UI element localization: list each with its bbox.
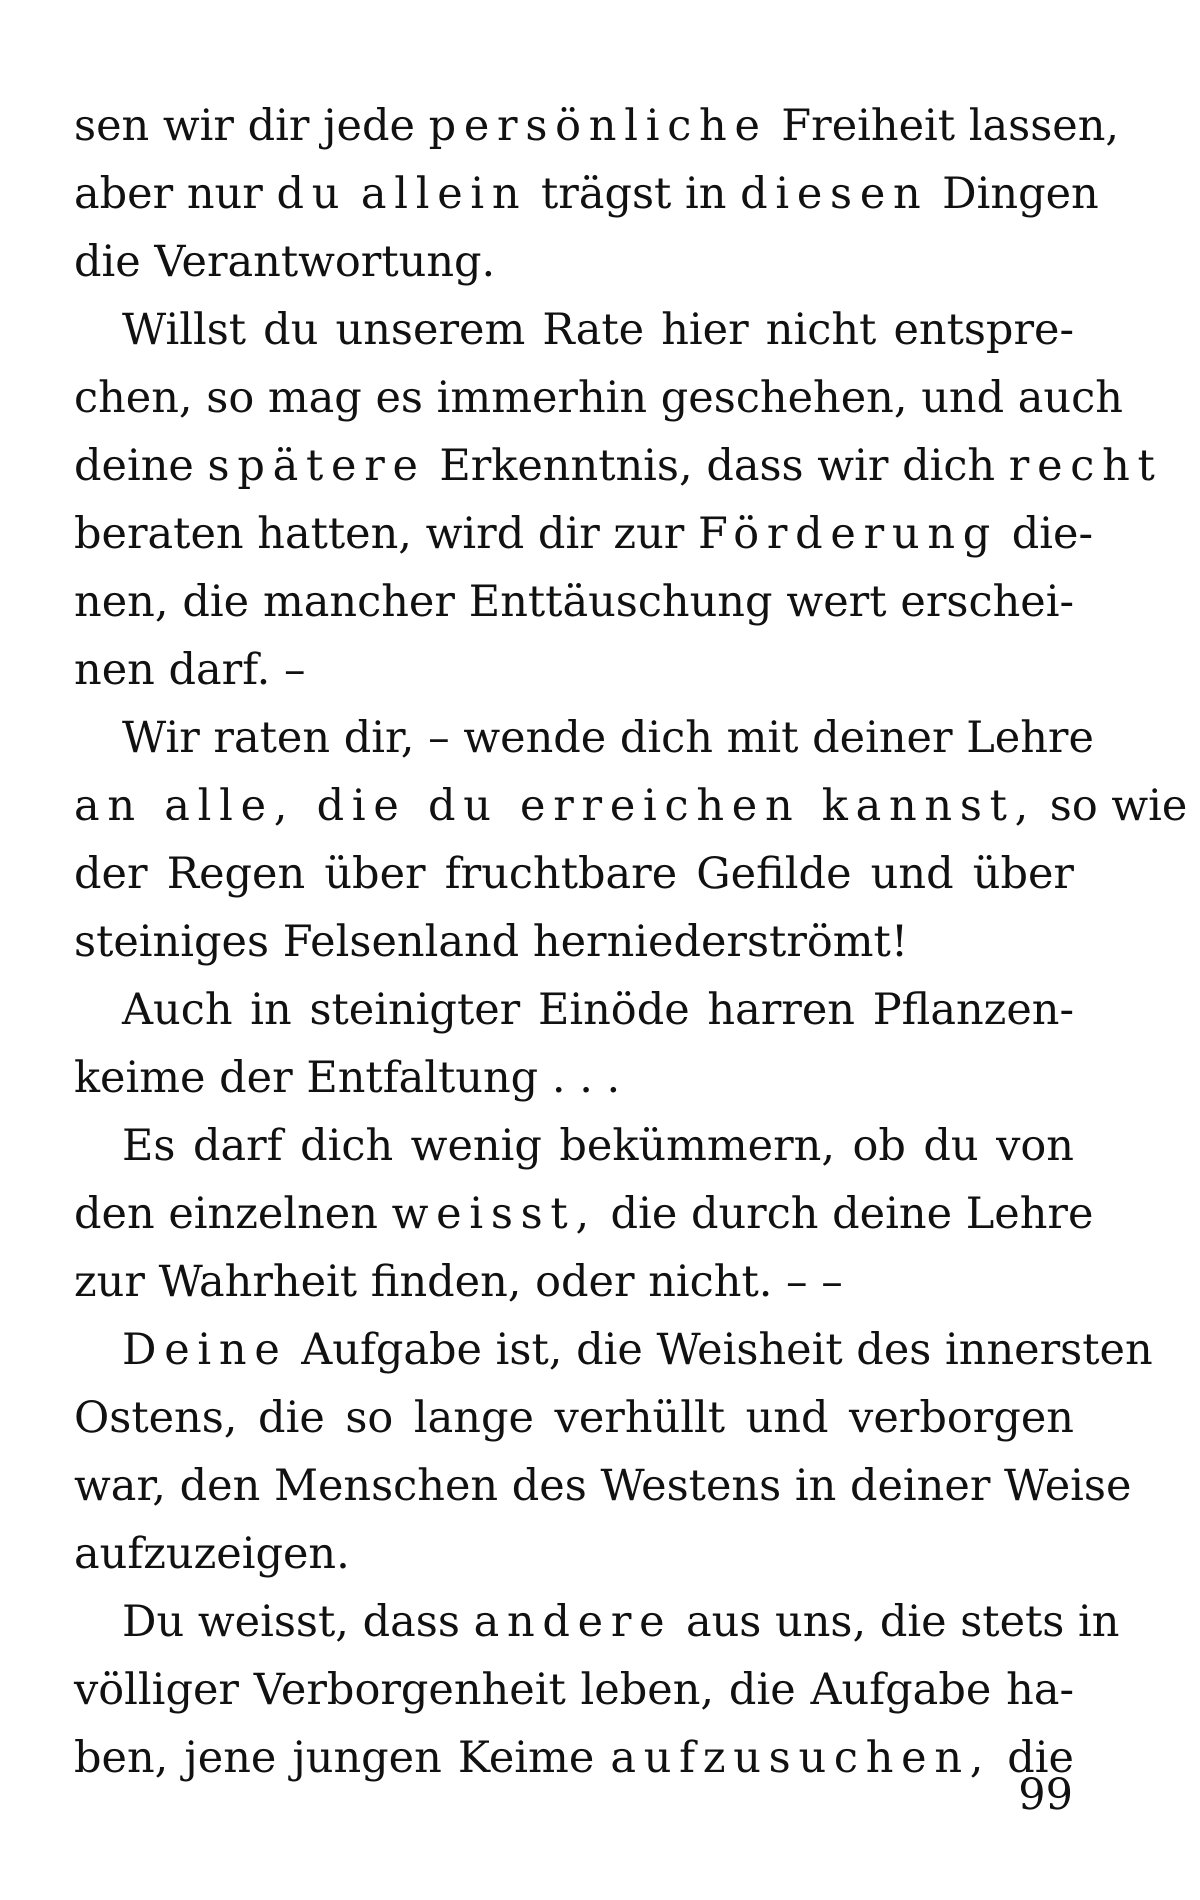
text-line-12: der Regen über fruchtbare Gefilde und über <box>74 849 1074 899</box>
text-line-24: völliger Verborgenheit leben, die Aufgabe ha- <box>74 1665 1074 1715</box>
text-line-7: beraten hatten, wird dir zur Förderung die- <box>74 509 1093 559</box>
text-line-15: keime der Entfaltung . . . <box>74 1053 621 1103</box>
paragraph-start-line: Es darf dich wenig bekümmern, ob du von <box>122 1121 1074 1171</box>
paragraph-start-line: Du weisst, dass andere aus uns, die stets in <box>122 1597 1120 1647</box>
text-line-3: die Verantwortung. <box>74 237 496 287</box>
paragraph-start-line: Willst du unserem Rate hier nicht entspre- <box>122 305 1074 355</box>
text-line-21: war, den Menschen des Westens in deiner Weise <box>74 1461 1132 1511</box>
page-number: 99 <box>1018 1770 1073 1820</box>
text-line-5: chen, so mag es immerhin geschehen, und auch <box>74 373 1123 423</box>
text-line-13: steiniges Felsenland herniederströmt! <box>74 917 909 967</box>
paragraph-start-line: Auch in steinigter Einöde harren Pflanzen- <box>122 985 1074 1035</box>
page-body <box>74 92 1188 1792</box>
text-line-9: nen darf. – <box>74 645 306 695</box>
paragraph-start-line: Deine Aufgabe ist, die Weisheit des innersten <box>122 1325 1153 1375</box>
text-line-25: ben, jene jungen Keime aufzusuchen, die <box>74 1733 1074 1783</box>
text-line-1: sen wir dir jede persönliche Freiheit lassen, <box>74 101 1120 151</box>
text-line-22: aufzuzeigen. <box>74 1529 350 1579</box>
text-line-17: den einzelnen weisst, die durch deine Lehre <box>74 1189 1094 1239</box>
text-line-20: Ostens, die so lange verhüllt und verborgen <box>74 1393 1074 1443</box>
text-line-6: deine spätere Erkenntnis, dass wir dich recht <box>74 441 1163 491</box>
text-line-11: an alle, die du erreichen kannst, so wie <box>74 781 1188 831</box>
text-line-8: nen, die mancher Enttäuschung wert erschei- <box>74 577 1074 627</box>
paragraph-start-line: Wir raten dir, – wende dich mit deiner Lehre <box>122 713 1094 763</box>
text-line-2: aber nur du allein trägst in diesen Dingen <box>74 169 1099 219</box>
text-line-18: zur Wahrheit finden, oder nicht. – – <box>74 1257 843 1307</box>
